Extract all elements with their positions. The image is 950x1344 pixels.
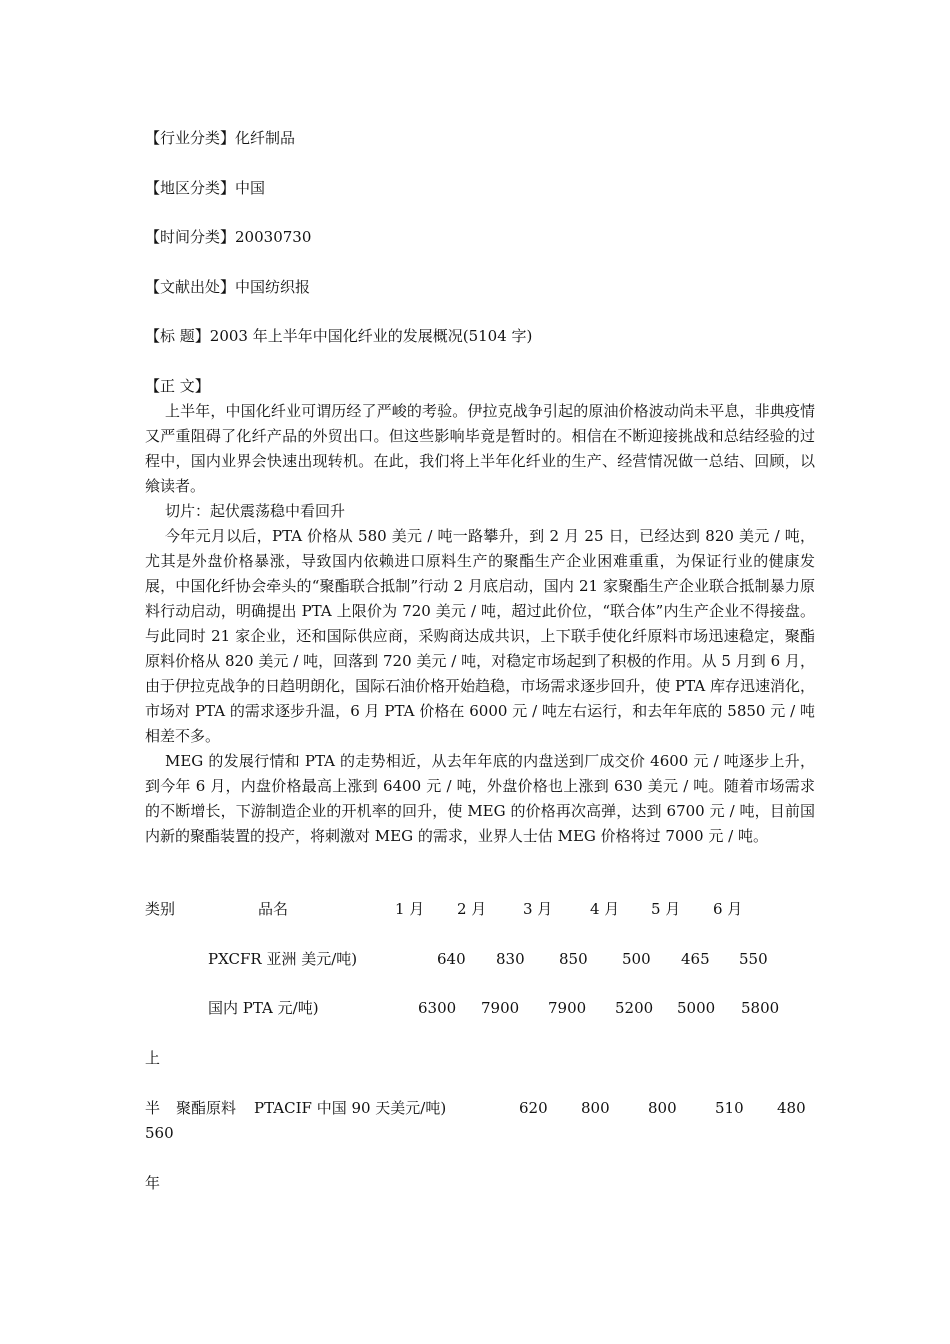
table-cell: 465 [681,950,710,968]
table-header-month: 1 月 [395,900,425,918]
side-label-char: 半 [145,1099,161,1117]
table-cell: 6300 [418,999,457,1017]
table-cell: 7900 [481,999,520,1017]
paragraph: 上半年，中国化纤业可谓历经了严峻的考验。伊拉克战争引起的原油价格波动尚未平息，非典疫情又严重阻碍了化纤产品的外贸出口。但这些影响毕竟是暂时的。相信在不断迎接挑战和总结经验的过程中，国内业界会快速出现转机。在此，我们将上半年化纤业的生产、经营情况做一总结、回顾，以飨读者。 [145,402,815,495]
time-value: 20030730 [235,228,312,246]
table-header-month: 3 月 [523,900,553,918]
table-cell: 550 [739,950,768,968]
section-heading: 切片：起伏震荡稳中看回升 [165,502,346,520]
table-cell: 640 [437,950,466,968]
table-cell: 480 [777,1099,806,1117]
time-label: 【时间分类】 [145,228,236,246]
table-cell: 620 [519,1099,548,1117]
table-cell: 800 [648,1099,677,1117]
table-cell: 800 [581,1099,610,1117]
table-row-name: 国内 PTA 元/吨) [208,999,319,1017]
table-cell: 7900 [548,999,587,1017]
table-row-name: PTACIF 中国 90 天美元/吨) [254,1099,447,1117]
region-line [145,178,265,198]
table-cell: 5200 [615,999,654,1017]
table-cell: 830 [496,950,525,968]
time-line [145,227,311,247]
table-header-product: 品名 [258,900,289,918]
side-label-char: 上 [145,1049,161,1067]
table-cell: 5000 [677,999,716,1017]
table-cell: 500 [622,950,651,968]
table-header-month: 4 月 [590,900,620,918]
table-header-category: 类别 [145,900,176,918]
table-row-name: PXCFR 亚洲 美元/吨) [208,950,358,968]
title-label: 【标 题】 [145,327,210,345]
region-label: 【地区分类】 [145,179,236,197]
table-cell: 510 [715,1099,744,1117]
article-body [145,374,815,849]
side-label-char: 年 [145,1174,161,1192]
source-line [145,277,310,297]
industry-value: 化纤制品 [235,129,296,147]
table-cell: 5800 [741,999,780,1017]
table-row-group: 聚酯原料 [176,1099,237,1117]
source-value: 中国纺织报 [235,278,311,296]
source-label: 【文献出处】 [145,278,236,296]
industry-label: 【行业分类】 [145,129,236,147]
table-cell: 560 [145,1124,174,1142]
body-label: 【正 文】 [145,377,210,395]
paragraph: MEG 的发展行情和 PTA 的走势相近，从去年年底的内盘送到厂成交价 4600 元 / 吨逐步上升，到今年 6 月，内盘价格最高上涨到 6400 元 / 吨，外盘价格也上涨到 630 美元 / 吨。随着市场需求的不断增长，下游制造企业的开机率的回升，使 MEG 的价格再次高弹，达到 6700 元 / 吨，目前国内新的聚酯装置的投产，将刺激对 MEG 的需求，业界人士估 MEG 价格将过 7000 元 / 吨。 [145,752,815,845]
table-cell: 850 [559,950,588,968]
paragraph: 今年元月以后，PTA 价格从 580 美元 / 吨一路攀升，到 2 月 25 日，已经达到 820 美元 / 吨，尤其是外盘价格暴涨，导致国内依赖进口原料生产的聚酯生产企业困难重重，为保证行业的健康发展，中国化纤协会牵头的“聚酯联合抵制”行动 2 月底启动，国内 21 家聚酯生产企业联合抵制暴力原料行动启动，明确提出 PTA 上限价为 720 美元 / 吨，超过此价位，“联合体”内生产企业不得接盘。与此同时 21 家企业，还和国际供应商，采购商达成共识，上下联手使化纤原料市场迅速稳定，聚酯原料价格从 820 美元 / 吨，回落到 720 美元 / 吨，对稳定市场起到了积极的作用。从 5 月到 6 月，由于伊拉克战争的日趋明朗化，国际石油价格开始趋稳，市场需求逐步回升，使 PTA 库存迅速消化，市场对 PTA 的需求逐步升温，6 月 PTA 价格在 6000 元 / 吨左右运行，和去年年底的 5850 元 / 吨相差不多。 [145,527,815,745]
title-value: 2003 年上半年中国化纤业的发展概况(5104 字) [209,327,533,345]
table-header-month: 2 月 [457,900,487,918]
table-header-month: 5 月 [651,900,681,918]
title-line [145,326,532,346]
industry-line [145,128,295,148]
table-header-month: 6 月 [713,900,743,918]
region-value: 中国 [235,179,266,197]
